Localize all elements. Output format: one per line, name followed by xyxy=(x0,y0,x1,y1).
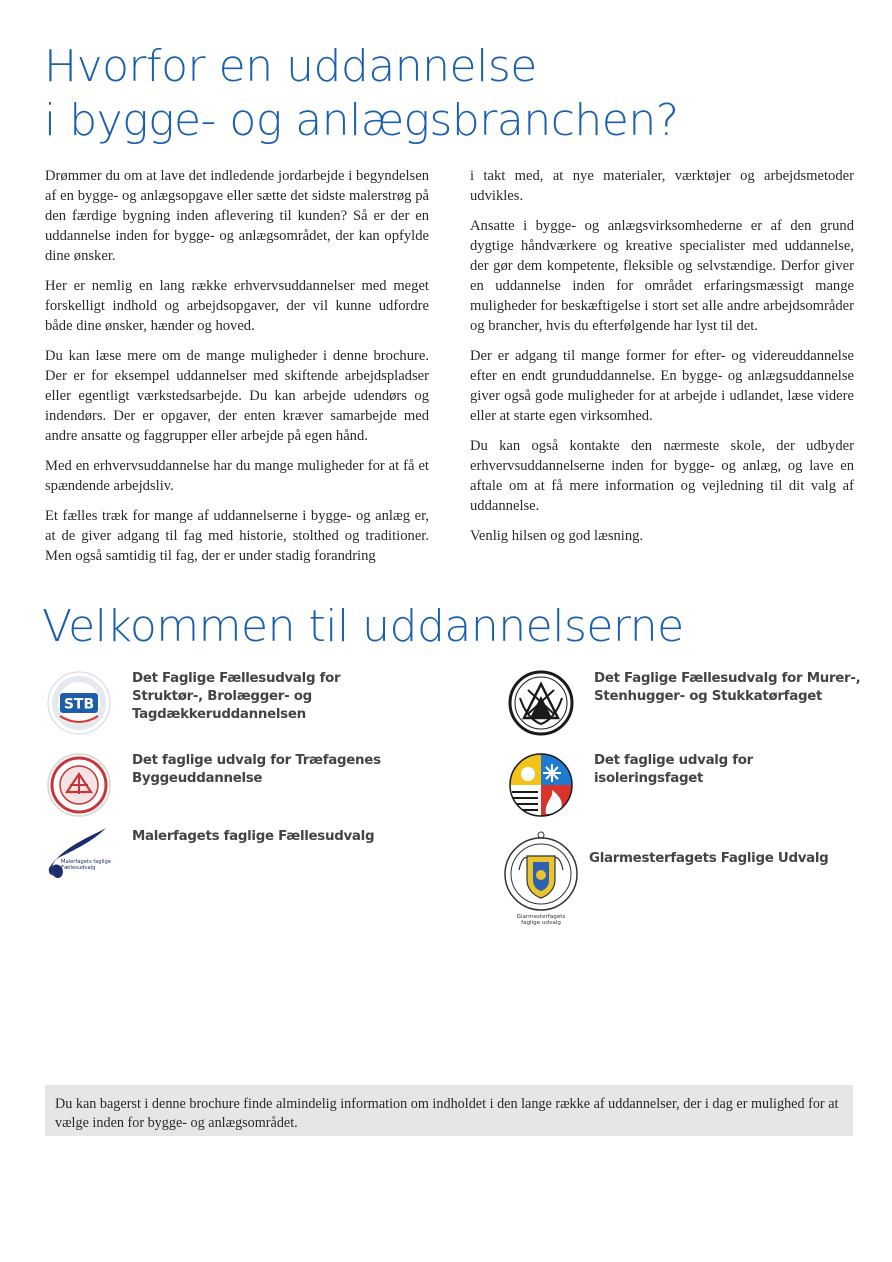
welcome-title: Velkommen til uddannelserne xyxy=(42,601,684,652)
svg-text:Glarmesterfagets: Glarmesterfagets xyxy=(516,914,566,920)
org-glarmester-name: Glarmesterfagets Faglige Udvalg xyxy=(589,851,829,866)
intro-paragraph: i takt med, at nye materialer, værktøjer og arbejdsmetoder udvikles. xyxy=(470,168,854,204)
page-title-line-1: Hvorfor en uddannelse xyxy=(44,41,537,92)
intro-paragraph: Et fælles træk for mange af uddannelserne i bygge- og anlæg er, at de giver adgang til fag med historie, stolthed og traditioner. Men også samtidig til fag, der er under stadig forandring xyxy=(45,508,429,564)
glarmester-logo xyxy=(503,830,579,926)
intro-paragraph: Drømmer du om at lave det indledende jordarbejde i begyndelsen af en bygge- og anlægsopgave eller sætte det sidste malerstrøg på den færdige bygning inden aflevering til kunden? Så er der en uddannelse inden for bygge- og anlægsområdet, der kan opfylde dine ønsker. xyxy=(45,168,429,264)
maler-logo xyxy=(46,828,112,894)
svg-text:STB: STB xyxy=(63,696,95,713)
intro-column-left xyxy=(45,166,429,576)
traefag-logo xyxy=(46,752,112,818)
intro-paragraph: Med en erhvervsuddannelse har du mange muligheder for at få et spændende arbejdsliv. xyxy=(45,458,429,494)
footer-info-text: Du kan bagerst i denne brochure finde almindelig information om indholdet i den lange række af uddannelser, der i dag er mulighed for at vælge inden for bygge- og anlægsområdet. xyxy=(55,1096,839,1131)
org-murer-name: Det Faglige Fællesudvalg for Murer-, Stenhugger- og Stukkatørfaget xyxy=(594,671,861,704)
org-isolering-name: Det faglige udvalg for isoleringsfaget xyxy=(594,753,753,786)
org-maler xyxy=(46,828,402,894)
org-maler-name: Malerfagets faglige Fællesudvalg xyxy=(132,829,375,844)
intro-paragraph: Du kan også kontakte den nærmeste skole, der udbyder erhvervsuddannelserne inden for bygge- og anlæg, og lave en aftale om at få mere information og vejledning til dit valg af uddannelse. xyxy=(470,438,854,514)
intro-column-right xyxy=(470,166,854,556)
intro-paragraph: Der er adgang til mange former for efter- og videreuddannelse efter en endt grunduddannelse. En bygge- og anlægsuddannelse giver også gode muligheder for at arbejde i udlandet, læse videre eller at starte egen virksomhed. xyxy=(470,348,854,424)
intro-paragraph: Her er nemlig en lang række erhvervsuddannelser med meget forskelligt indhold og arbejdsopgaver, der vil kunne udfordre både dine ønsker, hænder og hoved. xyxy=(45,278,429,334)
svg-text:Malerfagets faglige: Malerfagets faglige xyxy=(61,859,111,865)
org-glarmester xyxy=(503,830,859,926)
svg-text:Fællesudvalg: Fællesudvalg xyxy=(61,865,96,871)
svg-text:faglige udvalg: faglige udvalg xyxy=(521,920,561,926)
org-traefag xyxy=(46,752,402,818)
page-title xyxy=(44,40,679,148)
org-stb-name: Det Faglige Fællesudvalg for Struktør-, Brolægger- og Tagdækkeruddannelsen xyxy=(132,671,341,722)
intro-paragraph: Du kan læse mere om de mange muligheder i denne brochure. Der er for eksempel uddannelser med skiftende arbejdspladser eller egentligt værkstedsarbejde. Du kan arbejde udendørs og indendørs. Der er opgaver, der enten kræver samarbejde med andre ansatte og faggrupper eller arbejde på egen hånd. xyxy=(45,348,429,444)
stb-logo xyxy=(46,670,112,736)
page-title-line-2: i bygge- og anlægsbranchen? xyxy=(44,95,679,146)
org-stb xyxy=(46,670,402,736)
footer-info-box xyxy=(45,1085,853,1136)
org-traefag-name: Det faglige udvalg for Træfagenes Byggeuddannelse xyxy=(132,753,381,786)
org-murer xyxy=(508,670,864,736)
murer-emblem-logo xyxy=(508,670,574,736)
isolering-logo xyxy=(508,752,574,818)
intro-paragraph: Ansatte i bygge- og anlægsvirksomhederne er af den grund dygtige håndværkere og kreative specialister med uddannelse, der gør dem kompetente, fleksible og selvstændige. Derfor giver en uddannelse inden for området erfaringsmæssigt mange muligheder for beskæftigelse i stort set alle andre arbejdsområder og brancher, hvis du efterfølgende har lyst til det. xyxy=(470,218,854,334)
intro-signoff: Venlig hilsen og god læsning. xyxy=(470,528,644,544)
org-isolering xyxy=(508,752,864,818)
